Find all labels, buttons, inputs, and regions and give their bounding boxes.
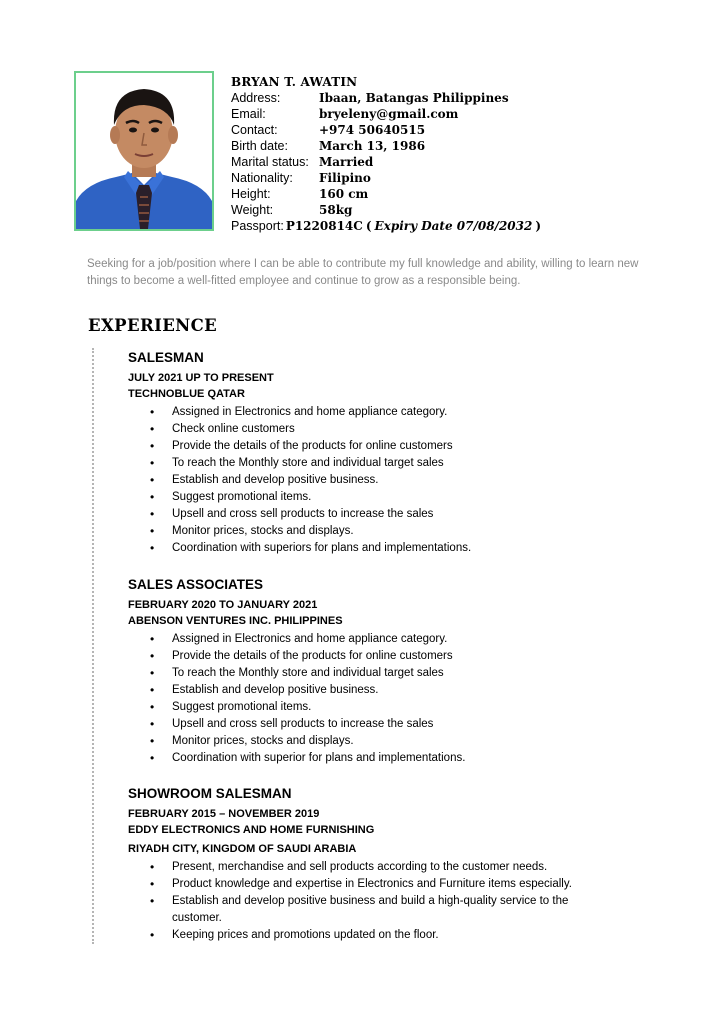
list-item: • To reach the Monthly store and individual target sales bbox=[172, 455, 471, 472]
list-item: • Suggest promotional items. bbox=[172, 489, 471, 506]
passport-open-paren: ( bbox=[365, 219, 372, 233]
list-item: • Establish and develop positive business and build a high-quality service to the customer. bbox=[172, 893, 602, 927]
field-label: Birth date: bbox=[231, 139, 288, 153]
field-label: Address: bbox=[231, 91, 281, 105]
field-value: March 13, 1986 bbox=[319, 139, 426, 153]
field-label: Marital status: bbox=[231, 155, 309, 169]
field-label: Height: bbox=[231, 187, 271, 201]
job-title: SHOWROOM SALESMAN bbox=[128, 786, 292, 801]
list-item: • Provide the details of the products for online customers bbox=[172, 648, 465, 665]
field-value: 58kg bbox=[319, 203, 353, 217]
timeline-divider bbox=[92, 348, 94, 944]
birth-date-row bbox=[231, 138, 541, 154]
list-item: • Suggest promotional items. bbox=[172, 699, 465, 716]
list-item: • Check online customers bbox=[172, 421, 471, 438]
experience-heading: EXPERIENCE bbox=[88, 316, 218, 335]
field-value: 160 cm bbox=[319, 187, 369, 201]
job-entry-sales-associates bbox=[128, 576, 465, 767]
list-item: • Upsell and cross sell products to increase the sales bbox=[172, 506, 471, 523]
job-company: EDDY ELECTRONICS AND HOME FURNISHING bbox=[128, 824, 375, 836]
list-item: • Establish and develop positive business. bbox=[172, 472, 471, 489]
field-label: Nationality: bbox=[231, 171, 293, 185]
job-period: FEBRUARY 2020 TO JANUARY 2021 bbox=[128, 599, 318, 611]
duty-list bbox=[128, 631, 465, 767]
job-title: SALES ASSOCIATES bbox=[128, 577, 264, 592]
job-title: SALESMAN bbox=[128, 350, 204, 365]
list-item: • Present, merchandise and sell products according to the customer needs. bbox=[172, 859, 602, 876]
list-item: • Keeping prices and promotions updated on the floor. bbox=[172, 927, 602, 944]
field-value: bryeleny@gmail.com bbox=[319, 107, 459, 121]
duty-list bbox=[128, 404, 471, 557]
field-value: Married bbox=[319, 155, 374, 169]
list-item: • To reach the Monthly store and individual target sales bbox=[172, 665, 465, 682]
field-value: Ibaan, Batangas Philippines bbox=[319, 91, 509, 105]
personal-info bbox=[231, 74, 541, 234]
list-item: • Coordination with superiors for plans and implementations. bbox=[172, 540, 471, 557]
contact-row bbox=[231, 122, 541, 138]
job-company: TECHNOBLUE QATAR bbox=[128, 388, 245, 400]
field-label: Email: bbox=[231, 107, 266, 121]
list-item: • Monitor prices, stocks and displays. bbox=[172, 733, 465, 750]
person-portrait-icon bbox=[76, 73, 212, 229]
job-company: ABENSON VENTURES INC. PHILIPPINES bbox=[128, 615, 343, 627]
list-item: • Assigned in Electronics and home appliance category. bbox=[172, 404, 471, 421]
passport-number: P1220814C bbox=[285, 219, 363, 233]
list-item: • Upsell and cross sell products to increase the sales bbox=[172, 716, 465, 733]
field-label: Passport: bbox=[231, 219, 284, 233]
marital-status-row bbox=[231, 154, 541, 170]
passport-expiry: Expiry Date 07/08/2032 bbox=[374, 219, 533, 233]
field-label: Contact: bbox=[231, 123, 278, 137]
job-period: FEBRUARY 2015 – NOVEMBER 2019 bbox=[128, 808, 320, 820]
nationality-row bbox=[231, 170, 541, 186]
objective-statement: Seeking for a job/position where I can be able to contribute my full knowledge and ability, willing to learn new things to become a well-fitted employee and continue to grow as a responsible being. bbox=[87, 258, 639, 287]
passport-row bbox=[231, 218, 541, 234]
list-item: • Provide the details of the products for online customers bbox=[172, 438, 471, 455]
field-value: +974 50640515 bbox=[319, 123, 426, 137]
list-item: • Product knowledge and expertise in Electronics and Furniture items especially. bbox=[172, 876, 602, 893]
list-item: • Coordination with superior for plans and implementations. bbox=[172, 750, 465, 767]
job-entry-salesman bbox=[128, 349, 471, 557]
height-row bbox=[231, 186, 541, 202]
passport-close-paren: ) bbox=[535, 219, 542, 233]
list-item: • Establish and develop positive business. bbox=[172, 682, 465, 699]
weight-row bbox=[231, 202, 541, 218]
field-label: Weight: bbox=[231, 203, 274, 217]
address-row bbox=[231, 90, 541, 106]
email-row bbox=[231, 106, 541, 122]
list-item: • Monitor prices, stocks and displays. bbox=[172, 523, 471, 540]
job-location: RIYADH CITY, KINGDOM OF SAUDI ARABIA bbox=[128, 843, 357, 855]
list-item: • Assigned in Electronics and home appliance category. bbox=[172, 631, 465, 648]
profile-photo bbox=[74, 71, 214, 231]
full-name: BRYAN T. AWATIN bbox=[231, 75, 358, 89]
duty-list bbox=[128, 859, 602, 944]
job-period: JULY 2021 UP TO PRESENT bbox=[128, 372, 274, 384]
job-entry-showroom-salesman bbox=[128, 785, 602, 944]
field-value: Filipino bbox=[319, 171, 371, 185]
